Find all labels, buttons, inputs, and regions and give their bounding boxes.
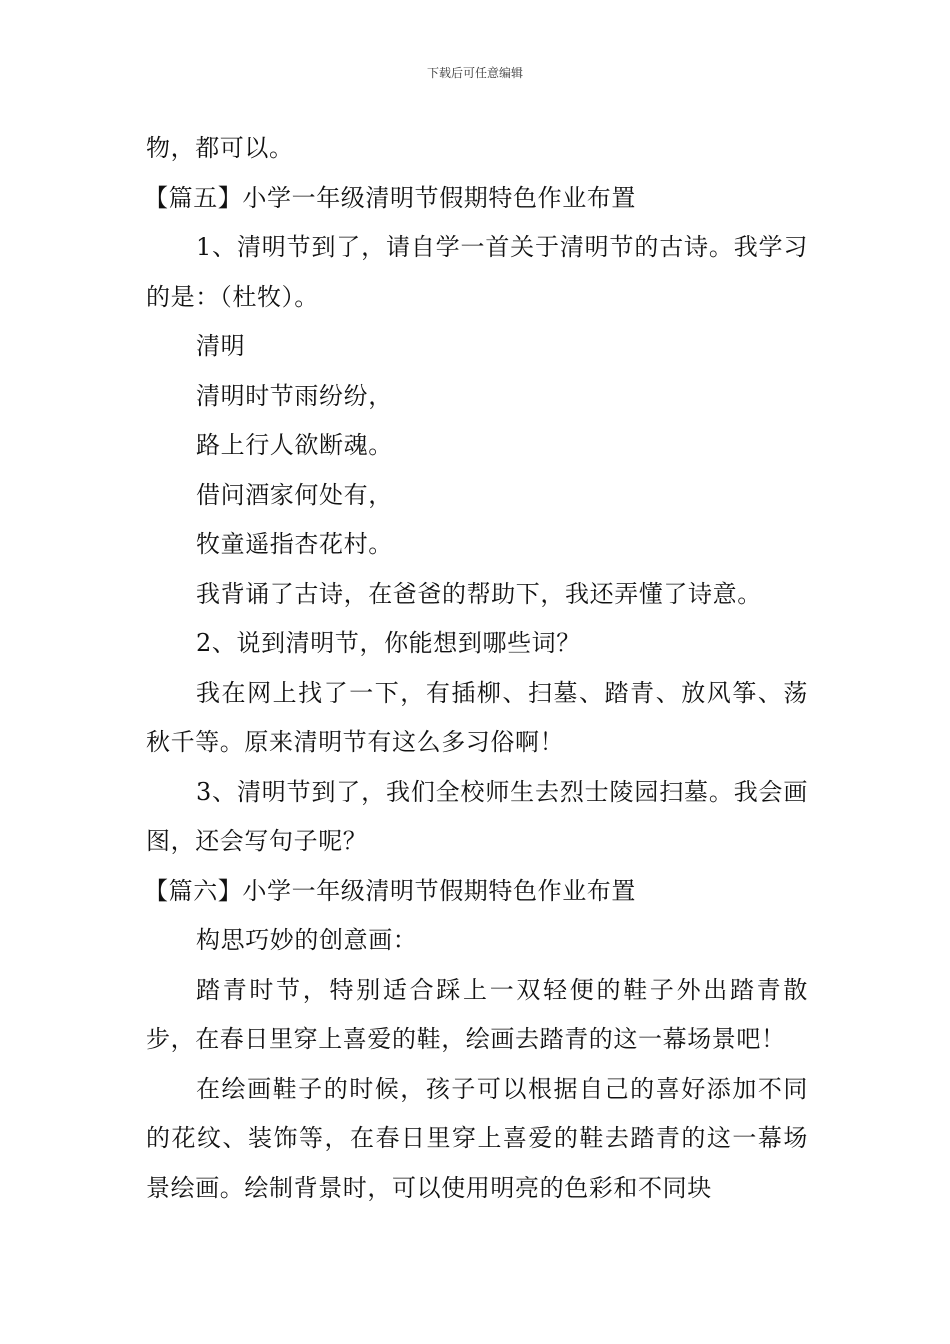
section-heading-five: 【篇五】小学一年级清明节假期特色作业布置 — [144, 183, 636, 212]
poem-line-1: 清明时节雨纷纷， — [196, 381, 393, 410]
paragraph-continuation: 物，都可以。 — [146, 134, 294, 162]
paragraph-item-two: 2、说到清明节，你能想到哪些词？ — [196, 629, 581, 657]
poem-line-3: 借问酒家何处有， — [196, 480, 393, 509]
paragraph-creative-title: 构思巧妙的创意画： — [196, 926, 418, 954]
poem-line-2: 路上行人欲断魂。 — [196, 431, 393, 459]
paragraph-spring-outing: 踏青时节，特别适合踩上一双轻便的鞋子外出踏青散步，在春日里穿上喜爱的鞋，绘画去踏青的这一幕场景吧！ — [146, 975, 808, 1053]
paragraph-customs: 我在网上找了一下，有插柳、扫墓、踏青、放风筝、荡秋千等。原来清明节有这么多习俗啊！ — [146, 678, 808, 756]
document-body — [146, 124, 808, 1213]
page-header: 下载后可任意编辑 — [426, 66, 523, 80]
paragraph-item-three: 3、清明节到了，我们全校师生去烈士陵园扫墓。我会画图，还会写句子呢？ — [146, 777, 808, 855]
section-heading-six: 【篇六】小学一年级清明节假期特色作业布置 — [144, 876, 636, 905]
paragraph-recitation: 我背诵了古诗，在爸爸的帮助下，我还弄懂了诗意。 — [196, 579, 762, 608]
paragraph-item-one: 1、清明节到了，请自学一首关于清明节的古诗。我学习的是：（杜牧）。 — [146, 233, 808, 311]
paragraph-drawing-tips: 在绘画鞋子的时候，孩子可以根据自己的喜好添加不同的花纹、装饰等，在春日里穿上喜爱的鞋去踏青的这一幕场景绘画。绘制背景时，可以使用明亮的色彩和不同块 — [146, 1074, 808, 1202]
poem-line-4: 牧童遥指杏花村。 — [196, 530, 393, 558]
poem-title: 清明 — [196, 332, 246, 360]
